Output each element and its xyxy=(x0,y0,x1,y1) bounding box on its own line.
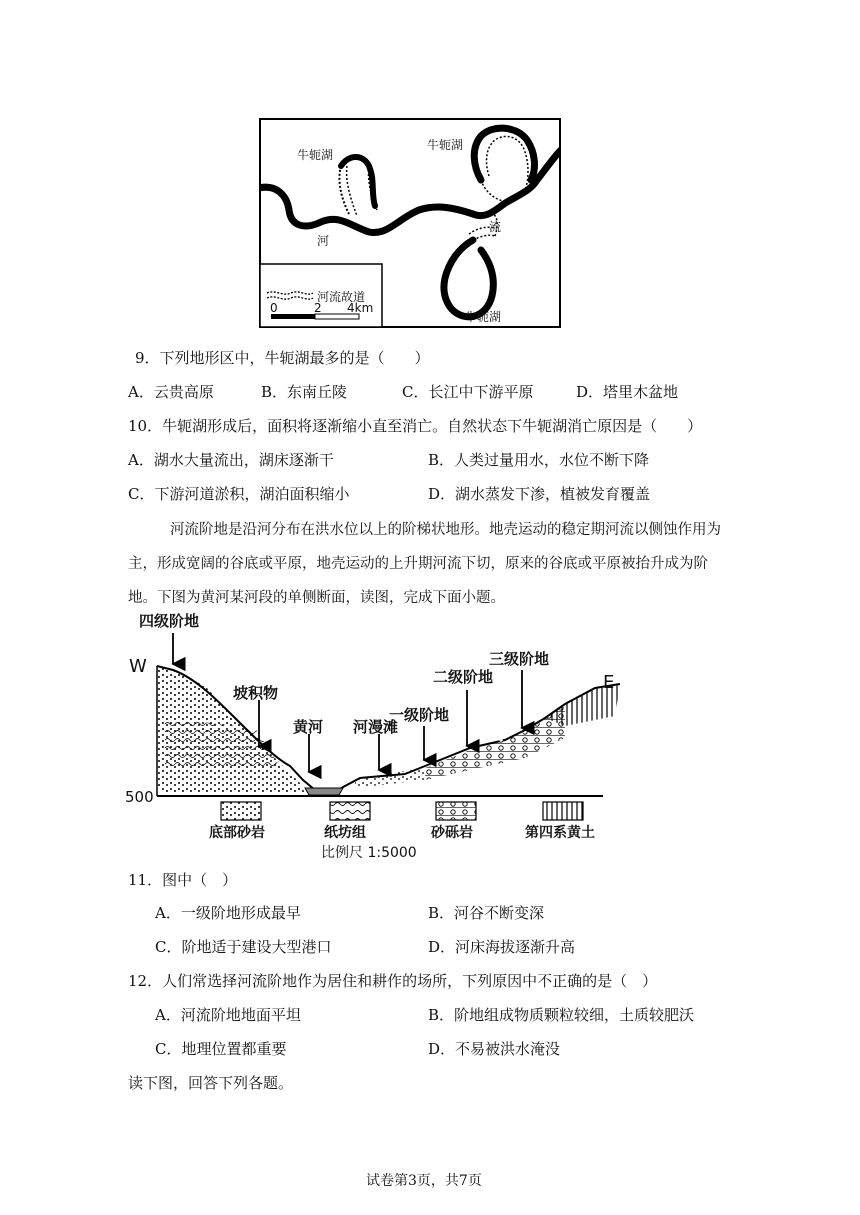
question-11-option-c[interactable]: C．阶地适于建设大型港口 xyxy=(155,938,332,956)
legend-label-zhifang: 纸坊组 xyxy=(324,825,366,841)
question-12-option-a[interactable]: A．河流阶地地面平坦 xyxy=(155,1006,301,1024)
terrace-passage: 河流阶地是沿河分布在洪水位以上的阶梯状地形。地壳运动的稳定期河流以侧蚀作用为主，形成宽阔的谷底或平原，地壳运动的上升期河流下切，原来的谷底或平原被抬升成为阶地。下图为黄河某河段的单侧断面，读图，完成下面小题。 xyxy=(128,522,721,606)
label-west: W xyxy=(129,656,147,677)
label-floodplain: 河漫滩 xyxy=(353,718,399,736)
river-label-he: 河 xyxy=(317,234,330,248)
question-9-option-d[interactable]: D．塔里木盆地 xyxy=(576,383,679,401)
page-footer: 试卷第3页，共7页 xyxy=(366,1173,482,1189)
scale-label-4km: 4km xyxy=(347,301,374,315)
question-11-option-d[interactable]: D．河床海拔逐渐升高 xyxy=(428,938,576,956)
diagram-scale: 比例尺 1:5000 xyxy=(321,845,417,861)
question-11-stem: 11．图中（ ） xyxy=(128,871,238,889)
question-9-option-a[interactable]: A．云贵高原 xyxy=(128,383,214,401)
question-12-option-c[interactable]: C．地理位置都重要 xyxy=(155,1040,287,1058)
scale-label-0: 0 xyxy=(270,301,278,315)
river-label-liu: 流 xyxy=(489,220,502,234)
label-terrace-3: 三级阶地 xyxy=(489,650,550,668)
oxbow-lake-label-top-right: 牛轭湖 xyxy=(427,138,464,152)
oxbow-lake-map xyxy=(259,118,561,328)
question-11-option-b[interactable]: B．河谷不断变深 xyxy=(428,904,545,922)
question-9-option-c[interactable]: C．长江中下游平原 xyxy=(402,383,534,401)
question-10-option-a[interactable]: A．湖水大量流出，湖床逐渐干 xyxy=(128,451,334,469)
label-elevation-500: 500 xyxy=(125,788,154,806)
oxbow-lake-label-left: 牛轭湖 xyxy=(297,148,334,162)
question-12-option-d[interactable]: D．不易被洪水淹没 xyxy=(428,1040,561,1058)
question-10-option-b[interactable]: B．人类过量用水，水位不断下降 xyxy=(428,451,650,469)
legend-label-conglomerate: 砂砾岩 xyxy=(431,825,473,841)
question-12-option-b[interactable]: B．阶地组成物质颗粒较细，土质较肥沃 xyxy=(428,1006,695,1024)
question-10-option-d[interactable]: D．湖水蒸发下渗，植被发育覆盖 xyxy=(428,485,651,503)
label-yellow-river: 黄河 xyxy=(293,718,324,736)
oxbow-lake-label-bottom: 牛轭湖 xyxy=(465,310,502,324)
label-terrace-1: 一级阶地 xyxy=(389,706,450,724)
legend-label-sandstone: 底部砂岩 xyxy=(209,825,265,841)
legend-old-channel-label: 河流故道 xyxy=(317,290,366,304)
question-9-stem: 9．下列地形区中，牛轭湖最多的是（ ） xyxy=(135,349,430,367)
question-10-option-c[interactable]: C．下游河道淤积，湖泊面积缩小 xyxy=(128,485,350,503)
question-10-stem: 10．牛轭湖形成后，面积将逐渐缩小直至消亡。自然状态下牛轭湖消亡原因是（ ） xyxy=(128,417,703,435)
label-terrace-2: 二级阶地 xyxy=(433,668,494,686)
question-9-option-b[interactable]: B．东南丘陵 xyxy=(261,383,348,401)
label-east: E xyxy=(603,672,615,693)
read-next-instruction: 读下图，回答下列各题。 xyxy=(128,1074,294,1092)
label-terrace-4: 四级阶地 xyxy=(139,612,200,630)
terrace-cross-section-diagram xyxy=(125,608,635,863)
legend-label-loess: 第四系黄土 xyxy=(525,825,595,841)
scale-label-2: 2 xyxy=(314,301,322,315)
question-11-option-a[interactable]: A．一级阶地形成最早 xyxy=(155,904,301,922)
question-12-stem: 12．人们常选择河流阶地作为居住和耕作的场所，下列原因中不正确的是（ ） xyxy=(128,972,658,990)
label-colluvium: 坡积物 xyxy=(233,684,279,702)
